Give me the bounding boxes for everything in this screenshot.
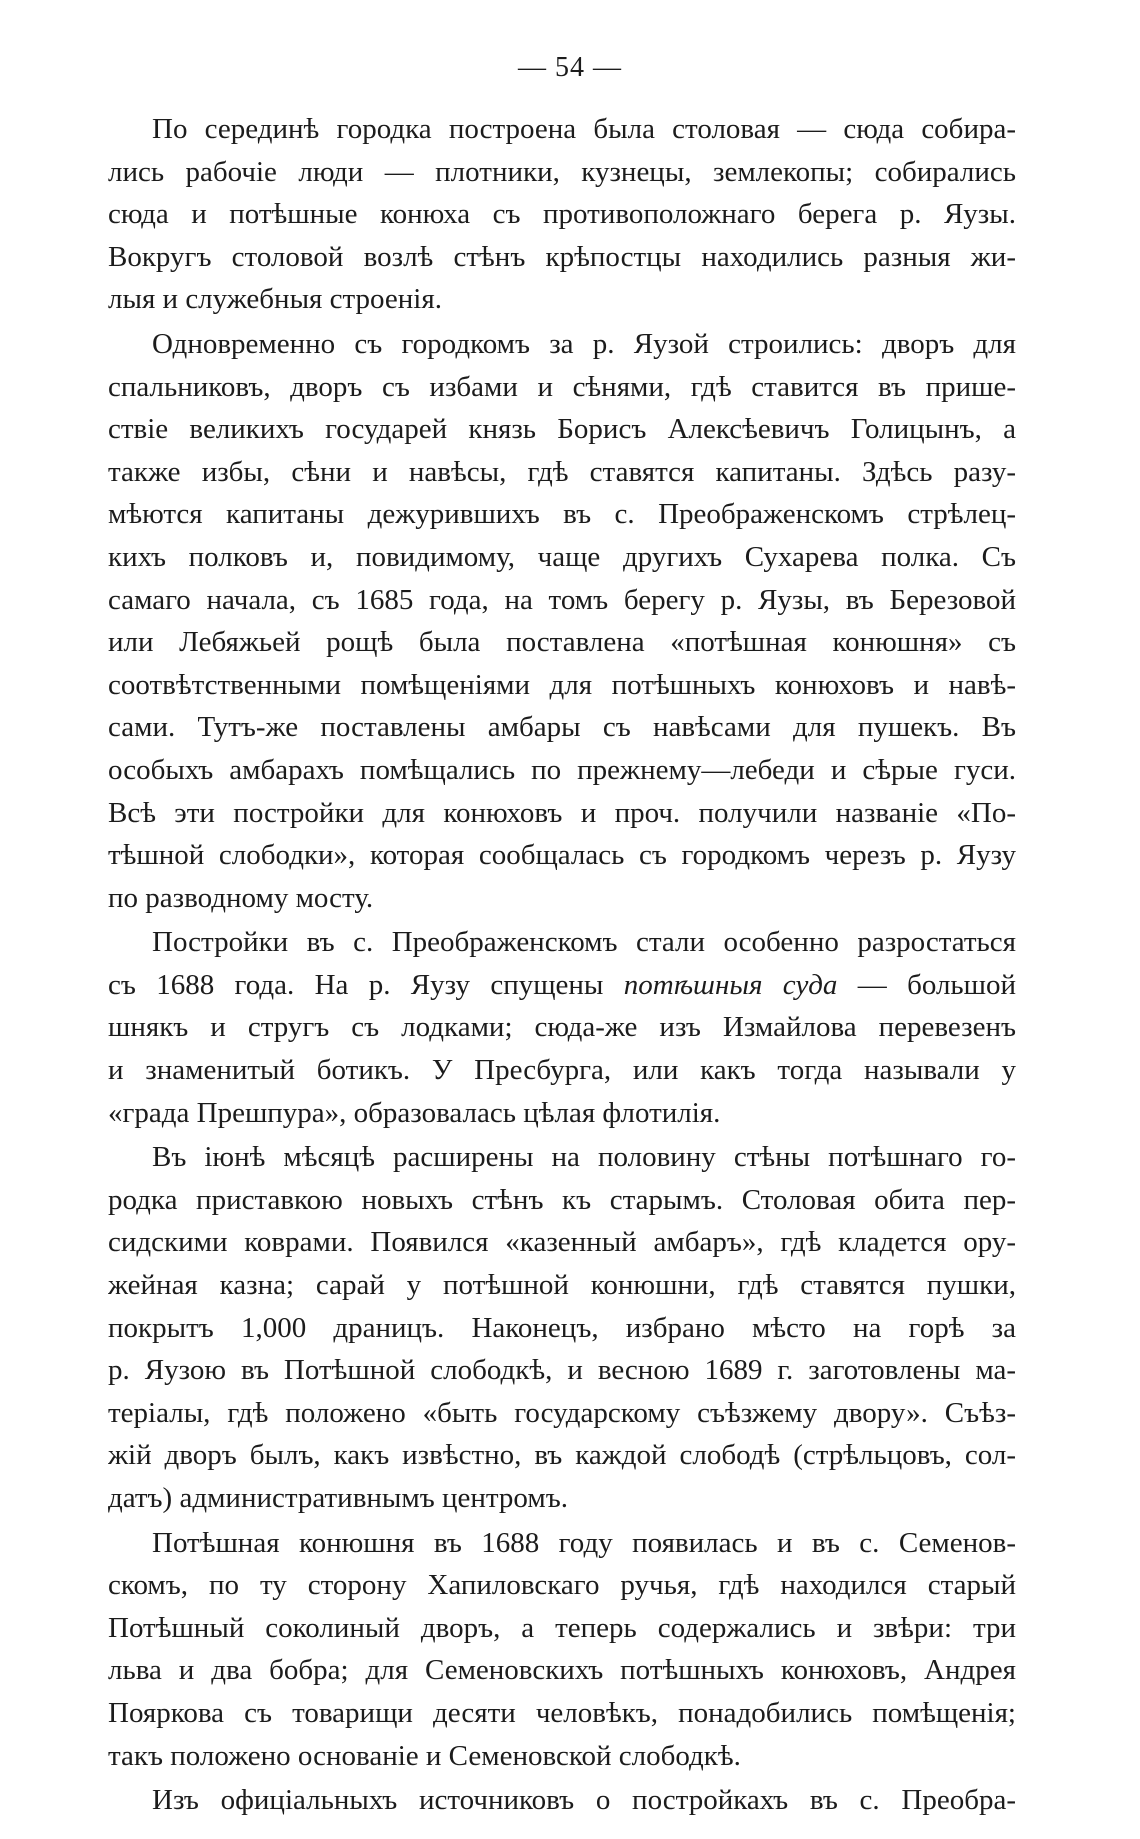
text-line: Потѣшная конюшня въ 1688 году появилась и въ с. Семенов- <box>152 1526 1016 1559</box>
text-segment: съ 1688 года. На р. Яузу спущены <box>108 968 604 1001</box>
text-line: По серединѣ городка построена была столовая — сюда собира- <box>152 113 1016 145</box>
text-line: спальниковъ, дворъ съ избами и сѣнями, гдѣ ставится въ прише- <box>108 370 1016 403</box>
text-line: особыхъ амбарахъ помѣщались по прежнему—лебеди и сѣрые гуси. <box>108 753 1016 786</box>
text-line: самаго начала, съ 1685 года, на томъ берегу р. Яузы, въ Березовой <box>108 583 1016 616</box>
paragraph-4 <box>108 1136 1016 1519</box>
text-line: и знаменитый ботикъ. У Пресбурга, или какъ тогда называли у <box>108 1054 1016 1087</box>
paragraph-5 <box>108 1522 1016 1778</box>
text-line: Въ іюнѣ мѣсяцѣ расширены на половину стѣны потѣшнаго го- <box>152 1141 1016 1174</box>
text-line: лись рабочіе люди — плотники, кузнецы, землекопы; собирались <box>108 155 1016 188</box>
paragraph-1 <box>108 108 1016 321</box>
text-line: также избы, сѣни и навѣсы, гдѣ ставятся капитаны. Здѣсь разу- <box>108 455 1016 488</box>
text-segment: — большой <box>837 968 1016 1001</box>
text-line: мѣются капитаны дежурившихъ въ с. Преображенскомъ стрѣлец- <box>108 498 1016 531</box>
paragraph-3 <box>108 921 1016 1134</box>
text-line: «града Прешпура», образовалась цѣлая флотилія. <box>108 1096 721 1129</box>
text-line: Потѣшный соколиный дворъ, а теперь содержались и звѣри: три <box>108 1611 1016 1644</box>
text-line: по разводному мосту. <box>108 881 374 914</box>
paragraph-6 <box>108 1779 1016 1822</box>
text-line-with-italic <box>108 964 1016 1007</box>
text-line: Постройки въ с. Преображенскомъ стали особенно разростаться <box>152 926 1016 959</box>
text-line: жій дворъ былъ, какъ извѣстно, въ каждой слободѣ (стрѣльцовъ, сол- <box>108 1439 1016 1472</box>
italic-phrase: потѣшныя суда <box>623 968 838 1001</box>
text-line: тѣшной слободки», которая сообщалась съ городкомъ черезъ р. Яузу <box>108 839 1016 872</box>
text-line: Вокругъ столовой возлѣ стѣнъ крѣпостцы находились разныя жи- <box>108 240 1016 273</box>
text-line: сами. Тутъ-же поставлены амбары съ навѣсами для пушекъ. Въ <box>108 711 1016 744</box>
text-line: скомъ, по ту сторону Хапиловскаго ручья, гдѣ находился старый <box>108 1569 1016 1602</box>
page-number: — 54 — <box>518 52 622 83</box>
text-line: сидскими коврами. Появился «казенный амбаръ», гдѣ кладется ору- <box>108 1226 1016 1259</box>
text-line: ствіе великихъ государей князь Борисъ Алексѣевичъ Голицынъ, а <box>108 413 1016 446</box>
text-line: соотвѣтственными помѣщеніями для потѣшныхъ конюховъ и навѣ- <box>108 668 1016 701</box>
text-line: Одновременно съ городкомъ за р. Яузой строились: дворъ для <box>152 327 1016 360</box>
text-line: р. Яузою въ Потѣшной слободкѣ, и весною 1689 г. заготовлены ма- <box>108 1354 1016 1387</box>
text-line: такъ положено основаніе и Семеновской слободкѣ. <box>108 1739 741 1772</box>
text-line: покрытъ 1,000 драницъ. Наконецъ, избрано мѣсто на горѣ за <box>108 1311 1016 1344</box>
paragraph-2 <box>108 323 1016 919</box>
text-line: Изъ офиціальныхъ источниковъ о постройкахъ въ с. Преобра- <box>152 1784 1016 1817</box>
body-text <box>108 108 1016 1822</box>
text-line: льва и два бобра; для Семеновскихъ потѣшныхъ конюховъ, Андрея <box>108 1654 1016 1687</box>
text-line: Пояркова съ товарищи десяти человѣкъ, понадобились помѣщенія; <box>108 1696 1016 1729</box>
text-line: теріалы, гдѣ положено «быть государскому съѣзжему двору». Съѣз- <box>108 1396 1016 1429</box>
text-line: Всѣ эти постройки для конюховъ и проч. получили названіе «По- <box>108 796 1016 829</box>
text-line: кихъ полковъ и, повидимому, чаще другихъ Сухарева полка. Съ <box>108 540 1016 573</box>
text-line: шнякъ и стругъ съ лодками; сюда-же изъ Измайлова перевезенъ <box>108 1011 1016 1044</box>
text-line: жейная казна; сарай у потѣшной конюшни, гдѣ ставятся пушки, <box>108 1269 1016 1302</box>
text-line: сюда и потѣшные конюха съ противоположнаго берега р. Яузы. <box>108 198 1016 231</box>
text-line: или Лебяжьей рощѣ была поставлена «потѣшная конюшня» съ <box>108 626 1016 659</box>
text-line: датъ) административнымъ центромъ. <box>108 1482 568 1514</box>
text-line: лыя и служебныя строенія. <box>108 283 442 316</box>
text-line: родка приставкою новыхъ стѣнъ къ старымъ. Столовая обита пер- <box>108 1183 1016 1216</box>
